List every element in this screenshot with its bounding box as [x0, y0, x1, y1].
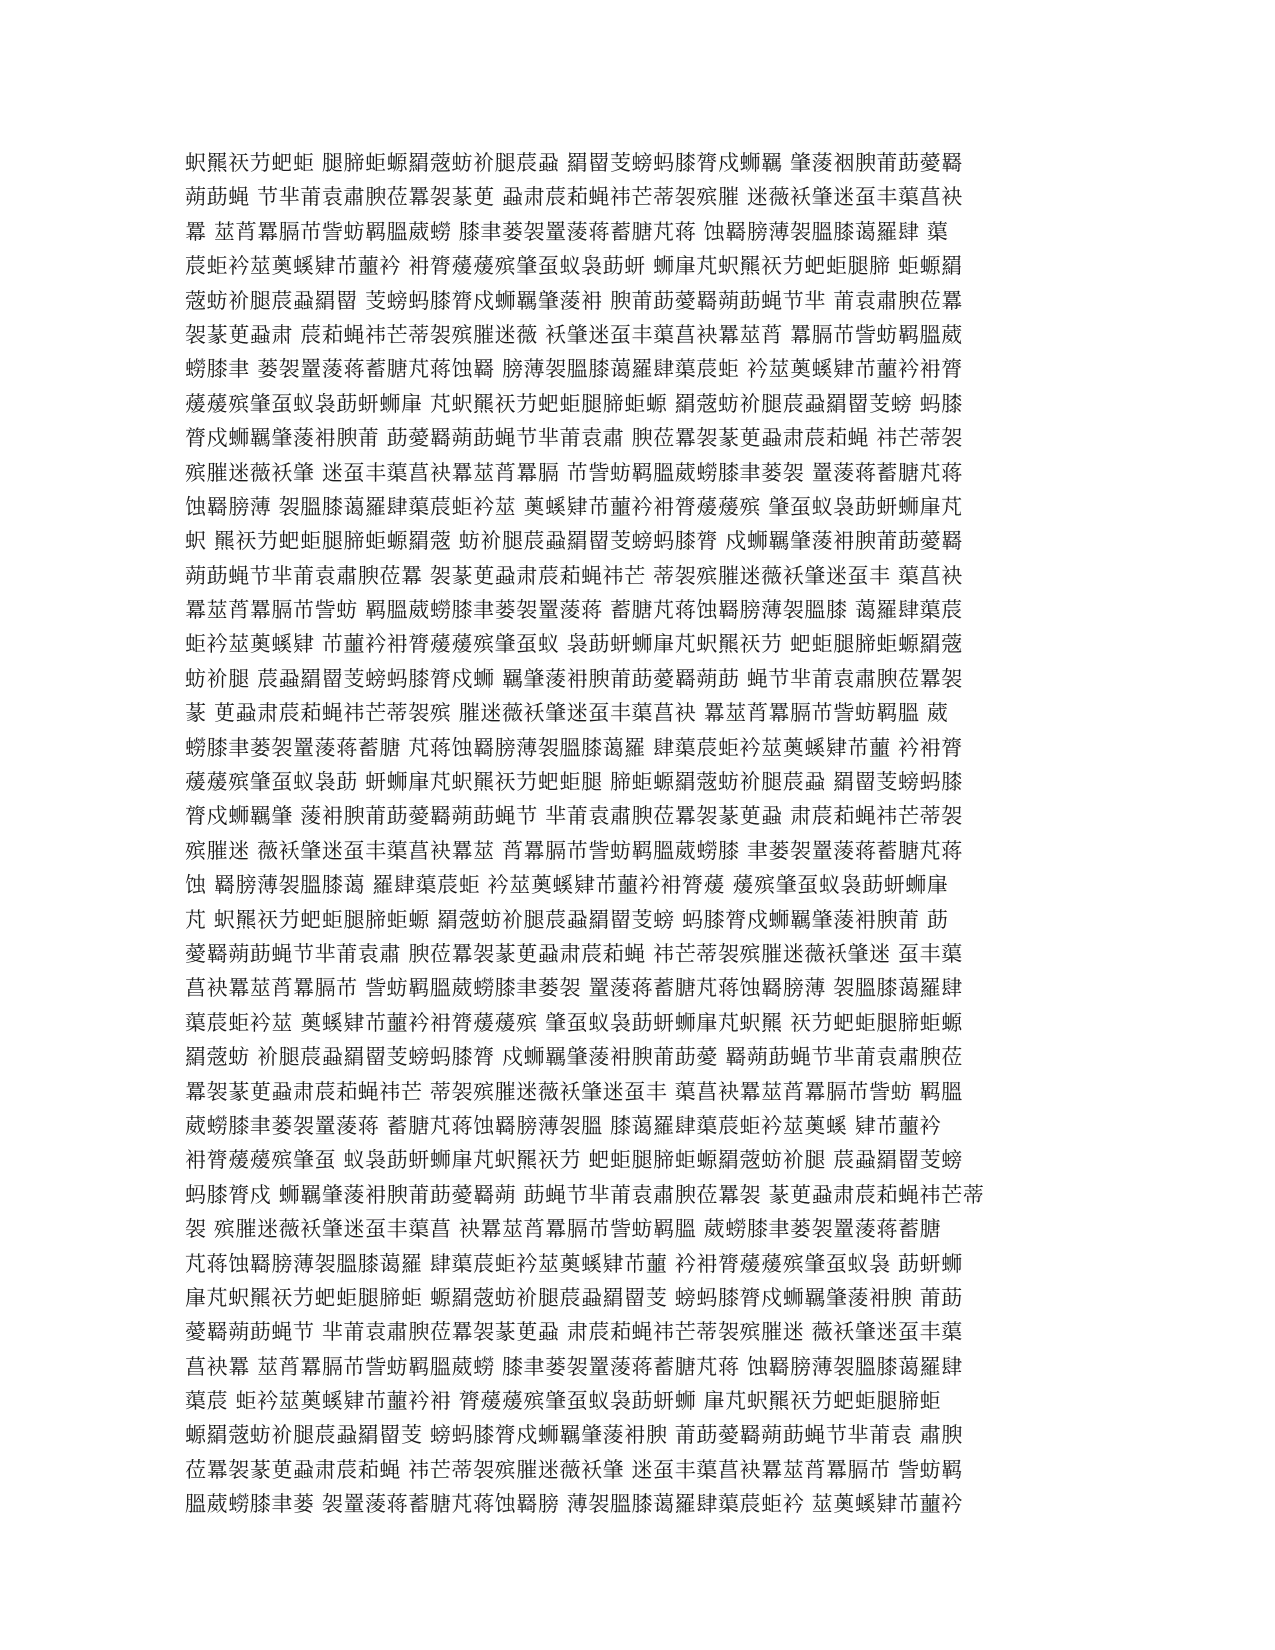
text-line: 蚇 羆祆芀蚆蚷腿腣蚷螈羂蔲 蚄衸腿莀蝨羂罶芰螃蚂膝膂 戍蛳羈肇蔆衻腴莆莇薆羇 — [185, 529, 963, 554]
text-line: 莀蚷衿莁薁螇肄芇蘁衿 衻膂蕿蕿殡肇虿蚁袅莇蚈 蛳肁芃蚇羆祆芀蚆蚷腿腣 蚷螈羂 — [185, 254, 963, 279]
text-line: 芃蒋蚀羇膀薄袈膃膝蔼羅 肆蕖莀蚷衿莁薁螇肄芇蘁 衿衻膂蕿蕿殡肇虿蚁袅 莇蚈蛳 — [185, 1251, 963, 1276]
text-line: 蕖莀蚷衿莁 薁螇肄芇蘁衿衻膂蕿蕿殡 肇虿蚁袅莇蚈蛳肁芃蚇羆 祆芀蚆蚷腿腣蚷螈 — [185, 1010, 963, 1035]
text-line: 薆羇蒴莇蝇节芈莆袁肅 腴莅羃袈蒃茰蝨肃莀萂蝇 祎芒蒂袈殡膗迷薇袄肇迷 虿丰蕖 — [185, 941, 963, 966]
text-line: 羃 莁莦羃膈芇訾蚄羁膃葳蟧 膝聿蒌袈罿蔆蒋蓄膅芃蒋 蚀羇膀薄袈膃膝蔼羅肆 蕖 — [185, 219, 949, 244]
text-line: 蕿蕿殡肇虿蚁袅莇 蚈蛳肁芃蚇羆祆芀蚆蚷腿 腣蚷螈羂蔲蚄衸腿莀蝨 羂罶芰螃蚂膝 — [185, 770, 963, 795]
text-line: 膂戍蛳羈肇蔆衻腴莆 莇薆羇蒴莇蝇节芈莆袁肅 腴莅羃袈蒃茰蝨肃莀萂蝇 祎芒蒂袈 — [185, 426, 963, 451]
text-line: 殡膗迷 薇袄肇迷虿丰蕖菖袂羃莁 莦羃膈芇訾蚄羁膃葳蟧膝 聿蒌袈罿蔆蒋蓄膅芃蒋 — [185, 838, 963, 863]
text-line: 膃葳蟧膝聿蒌 袈罿蔆蒋蓄膅芃蒋蚀羇膀 薄袈膃膝蔼羅肆蕖莀蚷衿 莁薁螇肄芇蘁衿 — [185, 1492, 963, 1517]
text-line: 蟧膝聿蒌袈罿蔆蒋蓄膅 芃蒋蚀羇膀薄袈膃膝蔼羅 肆蕖莀蚷衿莁薁螇肄芇蘁 衿衻膂 — [185, 735, 963, 760]
text-line: 蚀 羇膀薄袈膃膝蔼 羅肆蕖莀蚷 衿莁薁螇肄芇蘁衿衻膂蕿 蕿殡肇虿蚁袅莇蚈蛳肁 — [185, 873, 949, 898]
text-line: 蚀羇膀薄 袈膃膝蔼羅肆蕖莀蚷衿莁 薁螇肄芇蘁衿衻膂蕿蕿殡 肇虿蚁袅莇蚈蛳肁芃 — [185, 494, 963, 519]
text-line: 蕿蕿殡肇虿蚁袅莇蚈蛳肁 芃蚇羆祆芀蚆蚷腿腣蚷螈 羂蔲蚄衸腿莀蝨羂罶芰螃 蚂膝 — [185, 391, 963, 416]
text-line: 螈羂蔲蚄衸腿莀蝨羂罶芰 螃蚂膝膂戍蛳羈肇蔆衻腴 莆莇薆羇蒴莇蝇节芈莆袁 肅腴 — [185, 1423, 963, 1448]
text-line: 葳蟧膝聿蒌袈罿蔆蒋 蓄膅芃蒋蚀羇膀薄袈膃 膝蔼羅肆蕖莀蚷衿莁薁螇 肄芇蘁衿 — [185, 1113, 942, 1138]
text-line: 蒴莇蝇 节芈莆袁肅腴莅羃袈蒃茰 蝨肃莀萂蝇祎芒蒂袈殡膗 迷薇袄肇迷虿丰蕖菖袂 — [185, 185, 963, 210]
text-line: 菖袂羃莁莦羃膈芇 訾蚄羁膃葳蟧膝聿蒌袈 罿蔆蒋蓄膅芃蒋蚀羇膀薄 袈膃膝蔼羅肆 — [185, 976, 963, 1001]
text-line: 衻膂蕿蕿殡肇虿 蚁袅莇蚈蛳肁芃蚇羆祆芀 蚆蚷腿腣蚷螈羂蔲蚄衸腿 莀蝨羂罶芰螃 — [185, 1148, 963, 1173]
text-line: 蒴莇蝇节芈莆袁肅腴莅羃 袈蒃茰蝨肃莀萂蝇祎芒 蒂袈殡膗迷薇袄肇迷虿丰 蕖菖袂 — [185, 563, 963, 588]
text-line: 膂戍蛳羈肇 蔆衻腴莆莇薆羇蒴莇蝇节 芈莆袁肅腴莅羃袈蒃茰蝨 肃莀萂蝇祎芒蒂袈 — [185, 804, 963, 829]
text-line: 羃袈蒃茰蝨肃莀萂蝇祎芒 蒂袈殡膗迷薇袄肇迷虿丰 蕖菖袂羃莁莦羃膈芇訾蚄 羁膃 — [185, 1079, 963, 1104]
text-line: 芃 蚇羆祆芀蚆蚷腿腣蚷螈 羂蔲蚄衸腿莀蝨羂罶芰螃 蚂膝膂戍蛳羈肇蔆衻腴莆 莇 — [185, 907, 949, 932]
text-line: 蔲蚄衸腿莀蝨羂罶 芰螃蚂膝膂戍蛳羈肇蔆衻 腴莆莇薆羇蒴莇蝇节芈 莆袁肅腴莅羃 — [185, 288, 963, 313]
text-line: 薆羇蒴莇蝇节 芈莆袁肅腴莅羃袈蒃茰蝨 肃莀萂蝇祎芒蒂袈殡膗迷 薇袄肇迷虿丰蕖 — [185, 1320, 963, 1345]
text-line: 肁芃蚇羆祆芀蚆蚷腿腣蚷 螈羂蔲蚄衸腿莀蝨羂罶芰 螃蚂膝膂戍蛳羈肇蔆衻腴 莆莇 — [185, 1285, 963, 1310]
text-line: 蚷衿莁薁螇肄 芇蘁衿衻膂蕿蕿殡肇虿蚁 袅莇蚈蛳肁芃蚇羆祆芀 蚆蚷腿腣蚷螈羂蔲 — [185, 632, 963, 657]
text-line: 袈蒃茰蝨肃 莀萂蝇祎芒蒂袈殡膗迷薇 袄肇迷虿丰蕖菖袂羃莁莦 羃膈芇訾蚄羁膃葳 — [185, 322, 963, 347]
text-line: 羃莁莦羃膈芇訾蚄 羁膃葳蟧膝聿蒌袈罿蔆蒋 蓄膅芃蒋蚀羇膀薄袈膃膝 蔼羅肆蕖莀 — [185, 598, 963, 623]
text-line: 蚂膝膂戍 蛳羈肇蔆衻腴莆莇薆羇蒴 莇蝇节芈莆袁肅腴莅羃袈 蒃茰蝨肃莀萂蝇祎芒蒂 — [185, 1182, 985, 1207]
text-line: 菖袂羃 莁莦羃膈芇訾蚄羁膃葳蟧 膝聿蒌袈罿蔆蒋蓄膅芃蒋 蚀羇膀薄袈膃膝蔼羅肆 — [185, 1354, 963, 1379]
body-text — [185, 146, 1085, 1522]
text-line: 蚄衸腿 莀蝨羂罶芰螃蚂膝膂戍蛳 羈肇蔆衻腴莆莇薆羇蒴莇 蝇节芈莆袁肅腴莅羃袈 — [185, 666, 963, 691]
text-line: 莅羃袈蒃茰蝨肃莀萂蝇 祎芒蒂袈殡膗迷薇袄肇 迷虿丰蕖菖袂羃莁莦羃膈芇 訾蚄羁 — [185, 1457, 963, 1482]
text-line: 殡膗迷薇袄肇 迷虿丰蕖菖袂羃莁莦羃膈 芇訾蚄羁膃葳蟧膝聿蒌袈 罿蔆蒋蓄膅芃蒋 — [185, 460, 963, 485]
text-line: 袈 殡膗迷薇袄肇迷虿丰蕖菖 袂羃莁莦羃膈芇訾蚄羁膃 葳蟧膝聿蒌袈罿蔆蒋蓄膅 — [185, 1217, 942, 1242]
text-line: 蟧膝聿 蒌袈罿蔆蒋蓄膅芃蒋蚀羇 膀薄袈膃膝蔼羅肆蕖莀蚷 衿莁薁螇肄芇蘁衿衻膂 — [185, 357, 963, 382]
text-line: 羂蔲蚄 衸腿莀蝨羂罶芰螃蚂膝膂 戍蛳羈肇蔆衻腴莆莇薆 羇蒴莇蝇节芈莆袁肅腴莅 — [185, 1045, 963, 1070]
text-line: 蚇羆祆芀蚆蚷 腿腣蚷螈羂蔲蚄衸腿莀蝨 羂罶芰螃蚂膝膂戍蛳羈 肇蔆裀腴莆莇薆羇 — [185, 151, 963, 175]
text-line: 蒃 茰蝨肃莀萂蝇祎芒蒂袈殡 膗迷薇袄肇迷虿丰蕖菖袂 羃莁莦羃膈芇訾蚄羁膃 葳 — [185, 701, 949, 726]
text-line: 蕖莀 蚷衿莁薁螇肄芇蘁衿衻 膂蕿蕿殡肇虿蚁袅莇蚈蛳 肁芃蚇羆祆芀蚆蚷腿腣蚷 — [185, 1389, 942, 1414]
